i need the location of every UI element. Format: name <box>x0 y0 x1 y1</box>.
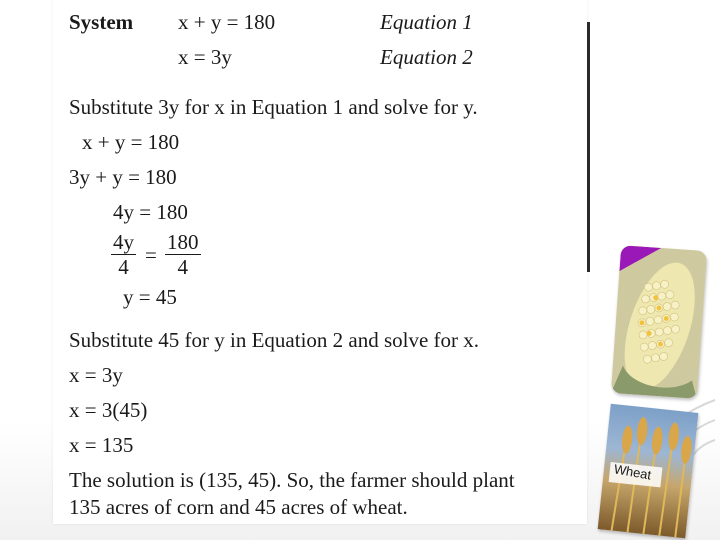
fraction-left-denominator: 4 <box>118 255 129 279</box>
system-label: System <box>69 10 134 34</box>
step-1-line: x + y = 180 <box>82 130 180 154</box>
fraction-right-numerator: 180 <box>167 230 199 254</box>
step-2-line: x = 3y <box>69 363 123 387</box>
wheat-label: Wheat <box>612 461 653 483</box>
equation-1-label: Equation 1 <box>380 10 473 34</box>
step-1-instruction: Substitute 3y for x in Equation 1 and solve for y. <box>69 95 478 119</box>
fraction-right-denominator: 4 <box>177 255 188 279</box>
page-edge-divider <box>587 22 590 272</box>
corn-photo <box>611 245 707 399</box>
step-2-line: x = 3(45) <box>69 398 148 422</box>
step-1-line: 4y = 180 <box>113 200 188 224</box>
wheat-photo <box>598 404 699 539</box>
conclusion-line-1: The solution is (135, 45). So, the farmer should plant <box>69 468 515 492</box>
conclusion-line-2: 135 acres of corn and 45 acres of wheat. <box>69 495 408 519</box>
fraction-left <box>111 230 136 279</box>
fraction-right <box>165 230 201 279</box>
step-1-result: y = 45 <box>123 285 177 309</box>
fraction-equals: = <box>145 243 157 267</box>
step-2-line: x = 135 <box>69 433 134 457</box>
step-2-instruction: Substitute 45 for y in Equation 2 and solve for x. <box>69 328 480 352</box>
corn-icon <box>611 245 707 399</box>
equation-1: x + y = 180 <box>178 10 276 34</box>
fraction-left-numerator: 4y <box>113 230 134 254</box>
step-1-line: 3y + y = 180 <box>69 165 177 189</box>
equation-2-label: Equation 2 <box>380 45 473 69</box>
textbook-page <box>53 0 587 524</box>
equation-2: x = 3y <box>178 45 232 69</box>
